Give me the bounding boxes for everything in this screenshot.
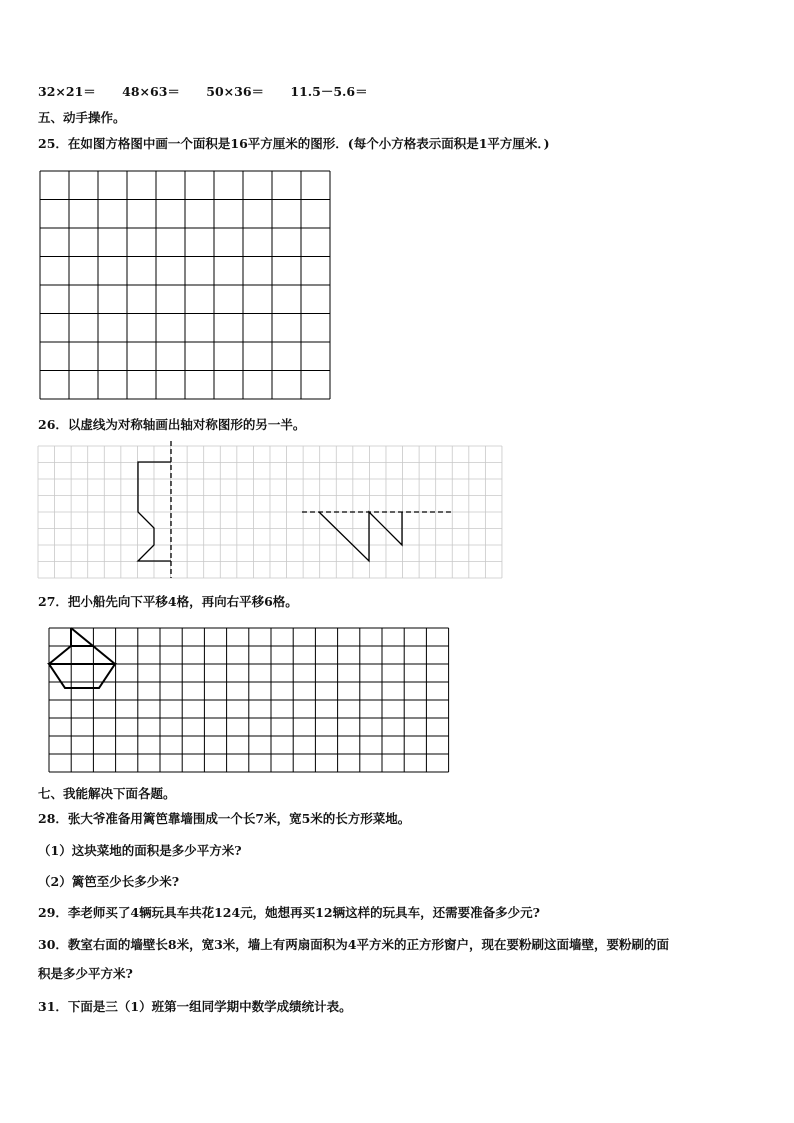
half-figure-right (319, 512, 402, 561)
q27-boat-grid[interactable] (49, 628, 449, 772)
question-28-part-1: （1）这块菜地的面积是多少平方米? (38, 843, 242, 858)
section-7-title: 七、我能解决下面各题。 (38, 786, 176, 801)
question-30-line-2: 积是多少平方米? (38, 966, 133, 981)
q26-symmetry-grid[interactable] (38, 446, 502, 578)
calc-item: 32×21＝ (38, 84, 96, 99)
question-26: 26．以虚线为对称轴画出轴对称图形的另一半。 (38, 417, 306, 432)
question-25: 25．在如图方格图中画一个面积是16平方厘米的图形．(每个小方格表示面积是1平方厘米．) (38, 136, 550, 151)
question-29: 29．李老师买了4辆玩具车共花124元，她想再买12辆这样的玩具车，还需要准备多少元? (38, 905, 540, 920)
calc-item: 50×36＝ (206, 84, 265, 99)
calc-item: 11.5－5.6＝ (290, 84, 368, 99)
section-5-title: 五、动手操作。 (38, 110, 126, 125)
question-27: 27．把小船先向下平移4格，再向右平移6格。 (38, 594, 298, 609)
calc-row (38, 84, 390, 100)
calc-item: 48×63＝ (122, 84, 180, 99)
question-31: 31．下面是三（1）班第一组同学期中数学成绩统计表。 (38, 999, 352, 1014)
half-figure-left (138, 462, 171, 561)
boat-figure (49, 628, 115, 688)
question-28-part-2: （2）篱笆至少长多少米? (38, 874, 180, 889)
question-30-line-1: 30．教室右面的墙壁长8米，宽3米，墙上有两扇面积为4平方米的正方形窗户，现在要粉刷这面墙壁，要粉刷的面 (38, 937, 669, 952)
question-28: 28．张大爷准备用篱笆靠墙围成一个长7米，宽5米的长方形菜地。 (38, 811, 411, 826)
q25-square-grid[interactable] (40, 171, 330, 399)
